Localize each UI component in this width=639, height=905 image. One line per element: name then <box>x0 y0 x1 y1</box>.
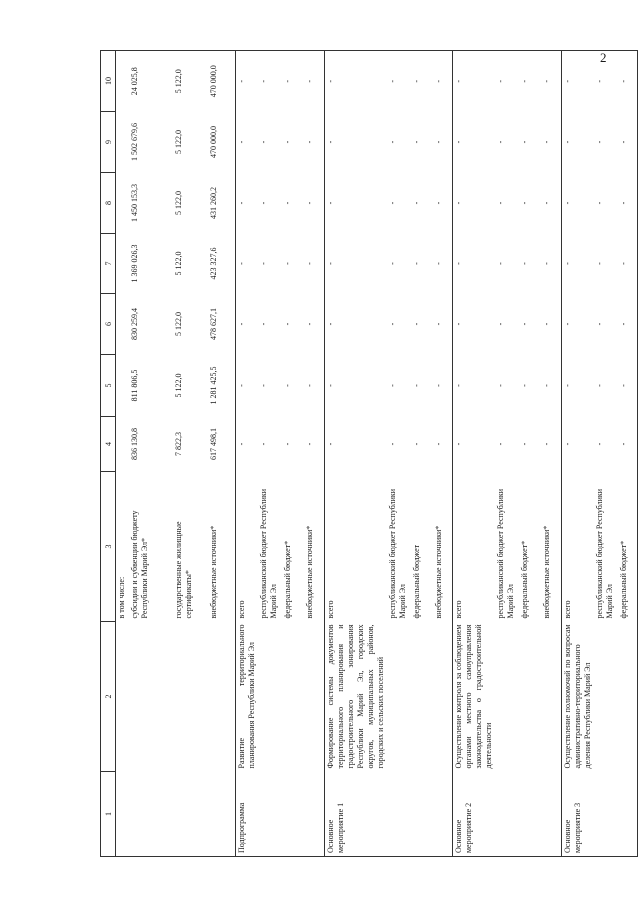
value-cell: - <box>496 262 505 265</box>
table-row <box>594 51 618 857</box>
value-cell: - <box>520 201 529 205</box>
source-cell: всего <box>324 472 387 622</box>
value-cell: 5 122,0 <box>173 191 183 215</box>
value-cell: - <box>453 355 496 417</box>
value-cell: - <box>618 51 638 112</box>
name-cell <box>519 622 541 772</box>
value-cell: - <box>387 51 411 112</box>
column-header-7: 7 <box>101 234 116 294</box>
section-cell <box>519 772 541 857</box>
value-cell: - <box>433 51 453 112</box>
value-cell: - <box>520 262 529 265</box>
value-cell: - <box>283 262 292 265</box>
value-cell: 5 122,0 <box>173 51 208 112</box>
value-cell: - <box>304 51 324 112</box>
value-cell: - <box>453 173 496 234</box>
value-cell: - <box>305 201 314 205</box>
value-cell: - <box>283 201 292 205</box>
source-cell: всего <box>236 472 259 622</box>
value-cell: - <box>411 384 421 387</box>
value-cell: - <box>594 51 618 112</box>
value-cell: - <box>542 322 551 326</box>
value-cell: - <box>453 417 496 472</box>
column-header-6: 6 <box>101 294 116 355</box>
section-cell <box>495 772 519 857</box>
value-cell: - <box>561 112 594 173</box>
value-cell: - <box>305 322 314 326</box>
section-cell <box>618 772 638 857</box>
value-cell: - <box>236 294 259 355</box>
value-cell: - <box>453 294 496 355</box>
value-cell: - <box>453 51 496 112</box>
value-cell: - <box>305 140 314 144</box>
table-body <box>116 51 638 857</box>
source-cell: внебюджетные источники* <box>305 525 314 619</box>
name-cell <box>618 622 638 772</box>
value-cell <box>116 294 129 355</box>
column-header-4: 4 <box>101 417 116 472</box>
table-row <box>258 51 282 857</box>
value-cell: - <box>519 51 541 112</box>
source-cell: в том числе: <box>117 576 126 619</box>
value-cell: - <box>324 417 387 472</box>
table-row <box>411 51 433 857</box>
value-cell: - <box>618 234 638 294</box>
value-cell: - <box>495 51 519 112</box>
value-cell <box>116 173 129 234</box>
value-cell: - <box>618 355 638 417</box>
name-cell <box>116 622 129 772</box>
value-cell: - <box>258 51 282 112</box>
value-cell: - <box>561 294 594 355</box>
value-cell: - <box>453 234 496 294</box>
source-cell: государственные жилищные сертификаты* <box>173 521 193 619</box>
value-cell: 5 122,0 <box>173 373 183 398</box>
value-cell: 5 122,0 <box>173 312 183 336</box>
value-cell <box>116 234 129 294</box>
value-cell: 5 122,0 <box>173 251 183 276</box>
value-cell <box>116 112 129 173</box>
source-cell: федеральный бюджет* <box>520 540 529 619</box>
value-cell: - <box>411 201 421 205</box>
rotated-page <box>100 51 637 857</box>
value-cell: - <box>433 201 443 205</box>
value-cell: - <box>236 173 259 234</box>
value-cell: - <box>324 51 387 112</box>
value-cell: - <box>236 234 259 294</box>
value-cell: - <box>433 140 443 144</box>
value-cell: - <box>594 201 604 205</box>
name-cell <box>541 622 561 772</box>
budget-table <box>100 50 638 857</box>
section-cell <box>433 772 453 857</box>
name-cell: Осуществление полномочий по вопросам административно-территориального деления Республики Марий Эл <box>561 622 594 772</box>
value-cell: - <box>236 355 259 417</box>
value-cell: - <box>561 355 594 417</box>
column-header-10: 10 <box>101 51 116 112</box>
value-cell: - <box>411 140 421 144</box>
source-cell: федеральный бюджет* <box>283 540 292 619</box>
value-cell: - <box>594 322 604 326</box>
section-cell <box>208 772 236 857</box>
value-cell: 811 806,5 <box>129 369 139 402</box>
value-cell: - <box>283 322 292 326</box>
name-cell <box>173 622 208 772</box>
value-cell: - <box>387 201 397 205</box>
section-cell: Основное мероприятие 3 <box>561 772 594 857</box>
value-cell: - <box>618 112 638 173</box>
value-cell: 1 502 679,6 <box>129 123 139 161</box>
value-cell: - <box>561 234 594 294</box>
value-cell: - <box>542 140 551 144</box>
table-row <box>324 51 387 857</box>
value-cell: - <box>411 442 421 446</box>
table-row <box>618 51 638 857</box>
source-cell: всего <box>453 472 496 622</box>
value-cell: - <box>542 384 551 387</box>
section-cell <box>173 772 208 857</box>
name-cell: Формирование системы документов территориального планирования и градостроительного зонирования Республики Марий Эл, городских округов, муниципальных районов, городских и сельских поселений <box>324 622 387 772</box>
value-cell: - <box>496 140 505 144</box>
source-cell: внебюджетные источники* <box>208 525 218 619</box>
section-cell <box>411 772 433 857</box>
value-cell: - <box>259 201 268 205</box>
value-cell: - <box>324 294 387 355</box>
value-cell: - <box>433 262 443 265</box>
value-cell: - <box>259 140 268 144</box>
value-cell: 617 498,1 <box>208 428 218 460</box>
value-cell: - <box>561 417 594 472</box>
table-row <box>495 51 519 857</box>
value-cell: - <box>305 442 314 446</box>
table-row <box>129 51 173 857</box>
value-cell: - <box>259 384 268 387</box>
table-row <box>304 51 324 857</box>
source-cell: субсидии и субвенции бюджету Республики Марий Эл* <box>129 510 149 619</box>
source-cell: республиканский бюджет Республики Марий Эл <box>387 488 407 619</box>
table-row <box>561 51 594 857</box>
name-cell <box>495 622 519 772</box>
section-cell <box>304 772 324 857</box>
value-cell: - <box>283 384 292 387</box>
value-cell: - <box>305 262 314 265</box>
value-cell: - <box>387 322 397 326</box>
value-cell: 470 000,0 <box>208 126 218 158</box>
value-cell: - <box>594 442 604 446</box>
column-header-2: 2 <box>101 622 116 772</box>
value-cell: - <box>542 442 551 446</box>
value-cell: - <box>496 201 505 205</box>
source-cell: всего <box>561 472 594 622</box>
table-row <box>453 51 496 857</box>
value-cell: 1 450 153,3 <box>129 184 139 222</box>
value-cell: 1 369 026,3 <box>129 244 139 283</box>
value-cell: - <box>324 355 387 417</box>
value-cell: - <box>387 140 397 144</box>
value-cell: 5 122,0 <box>173 130 183 154</box>
table-row <box>208 51 236 857</box>
source-cell: внебюджетные источники* <box>542 525 551 619</box>
value-cell: 830 259,4 <box>129 308 139 340</box>
value-cell: - <box>561 173 594 234</box>
value-cell: - <box>453 112 496 173</box>
value-cell: - <box>433 384 443 387</box>
name-cell <box>411 622 433 772</box>
page-number: 2 <box>600 50 607 65</box>
table-row <box>116 51 129 857</box>
value-cell: - <box>542 201 551 205</box>
table-row <box>541 51 561 857</box>
value-cell: - <box>618 417 638 472</box>
section-cell <box>282 772 304 857</box>
value-cell: - <box>561 51 594 112</box>
source-cell: федеральный бюджет* <box>618 472 638 622</box>
column-header-8: 8 <box>101 173 116 234</box>
table-row <box>433 51 453 857</box>
value-cell: - <box>520 140 529 144</box>
value-cell: 470 000,0 <box>208 51 236 112</box>
value-cell: - <box>283 442 292 446</box>
value-cell: 1 281 425,5 <box>208 366 218 405</box>
value-cell: - <box>542 262 551 265</box>
source-cell: внебюджетные источники* <box>433 525 443 619</box>
table-row <box>387 51 411 857</box>
name-cell <box>304 622 324 772</box>
name-cell <box>282 622 304 772</box>
value-cell: - <box>618 294 638 355</box>
name-cell: Развитие территориального планирования Республики Марий Эл <box>236 622 259 772</box>
name-cell <box>208 622 236 772</box>
value-cell: - <box>411 262 421 265</box>
table-row <box>519 51 541 857</box>
value-cell: - <box>411 51 433 112</box>
value-cell: - <box>520 442 529 446</box>
value-cell: 7 822,3 <box>173 432 183 456</box>
value-cell <box>116 51 129 112</box>
name-cell: Осуществление контроля за соблюдением органами местного самоуправления законодательства о градостроительной деятельности <box>453 622 496 772</box>
table-row <box>173 51 208 857</box>
value-cell: 423 327,6 <box>208 247 218 280</box>
value-cell: - <box>236 112 259 173</box>
section-cell <box>258 772 282 857</box>
value-cell: - <box>496 442 505 446</box>
value-cell: - <box>236 51 259 112</box>
source-cell: республиканский бюджет Республики Марий Эл <box>496 488 515 619</box>
section-cell <box>541 772 561 857</box>
name-cell <box>594 622 618 772</box>
value-cell: 431 260,2 <box>208 187 218 219</box>
value-cell <box>116 355 129 417</box>
value-cell: - <box>594 384 604 387</box>
value-cell: - <box>283 140 292 144</box>
value-cell: - <box>282 51 304 112</box>
value-cell: - <box>259 322 268 326</box>
section-cell <box>116 772 129 857</box>
source-cell: республиканский бюджет Республики Марий Эл <box>594 488 614 619</box>
name-cell <box>129 622 173 772</box>
value-cell: - <box>387 442 397 446</box>
column-header-1: 1 <box>101 772 116 857</box>
header-row <box>101 51 116 857</box>
source-cell: республиканский бюджет Республики Марий Эл <box>259 488 278 619</box>
value-cell: - <box>305 384 314 387</box>
section-cell <box>594 772 618 857</box>
source-cell: федеральный бюджет <box>411 544 421 619</box>
name-cell <box>433 622 453 772</box>
value-cell: - <box>594 140 604 144</box>
value-cell: - <box>324 234 387 294</box>
value-cell: - <box>496 322 505 326</box>
value-cell: - <box>541 51 561 112</box>
name-cell <box>258 622 282 772</box>
value-cell: - <box>259 442 268 446</box>
value-cell: - <box>433 442 443 446</box>
value-cell: - <box>433 322 443 326</box>
section-cell <box>387 772 411 857</box>
section-cell: Основное мероприятие 1 <box>324 772 387 857</box>
value-cell: - <box>324 173 387 234</box>
table-row <box>236 51 259 857</box>
column-header-5: 5 <box>101 355 116 417</box>
column-header-3: 3 <box>101 472 116 622</box>
value-cell: - <box>411 322 421 326</box>
table-row <box>282 51 304 857</box>
value-cell: - <box>594 262 604 265</box>
value-cell: - <box>236 417 259 472</box>
value-cell: - <box>520 384 529 387</box>
value-cell: 836 130,8 <box>129 428 139 460</box>
value-cell: - <box>496 384 505 387</box>
value-cell: - <box>259 262 268 265</box>
value-cell: - <box>324 112 387 173</box>
section-cell: Подпрограмма <box>236 772 259 857</box>
name-cell <box>387 622 411 772</box>
section-cell <box>129 772 173 857</box>
column-header-9: 9 <box>101 112 116 173</box>
value-cell <box>116 417 129 472</box>
value-cell: - <box>387 384 397 387</box>
value-cell: 24 025,8 <box>129 51 173 112</box>
value-cell: - <box>387 262 397 265</box>
value-cell: 478 627,1 <box>208 308 218 340</box>
value-cell: - <box>618 173 638 234</box>
section-cell: Основное мероприятие 2 <box>453 772 496 857</box>
value-cell: - <box>520 322 529 326</box>
